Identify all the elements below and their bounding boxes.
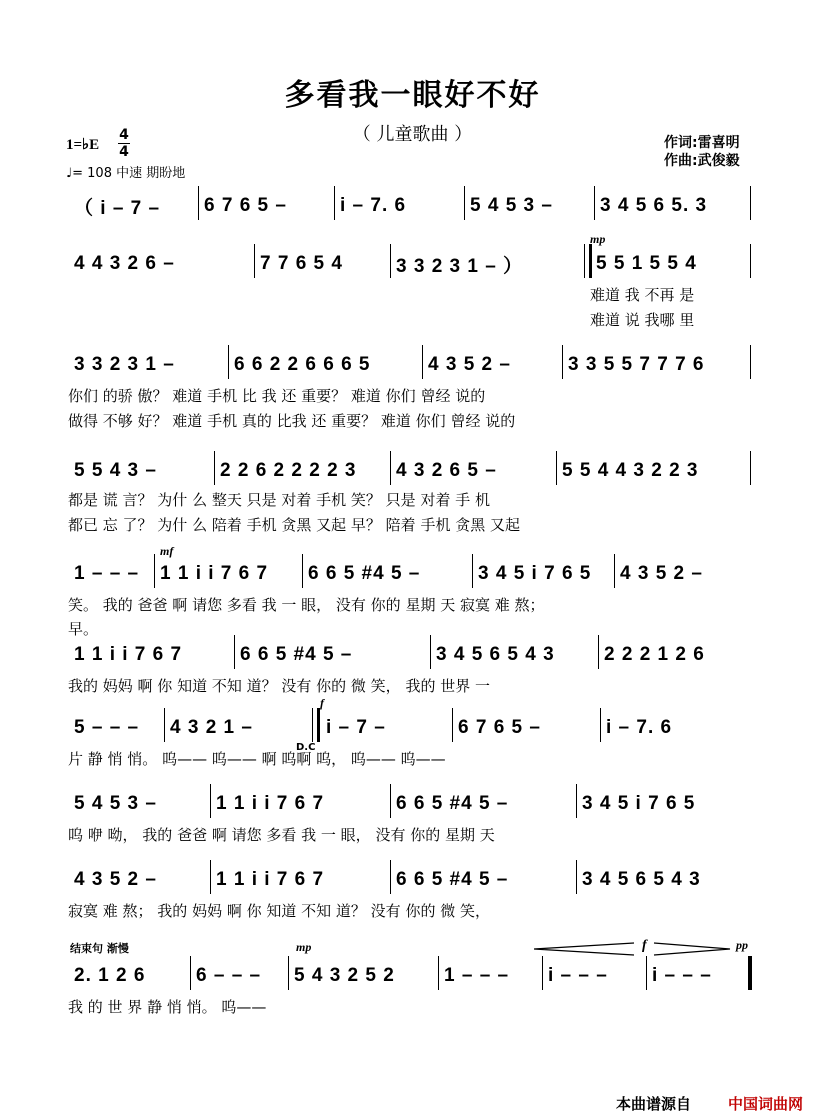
notes-row: [68, 786, 758, 822]
notes-row: [68, 347, 758, 383]
measure: 3 3 2 3 1 –: [74, 354, 175, 375]
measure: 5 4 5 3 –: [74, 793, 157, 814]
measure: i – – –: [548, 965, 608, 986]
dynamic-mark: mf: [160, 544, 174, 558]
measure: 5 5 4 4 3 2 2 3: [562, 460, 699, 481]
lyric-line-2: 难道 说 我哪 里: [590, 311, 695, 329]
source-site-link[interactable]: 中国词曲网: [728, 1095, 804, 1113]
measure: 2. 1 2 6: [74, 965, 146, 986]
dynamic-mark: mp: [590, 232, 606, 246]
barline: [750, 244, 751, 278]
measure: 6 7 6 5 –: [458, 717, 541, 738]
notes-row: [68, 453, 758, 489]
measure: 3 4 5 6 5 4 3: [436, 644, 555, 665]
measure: 5 5 1 5 5 4: [596, 253, 697, 274]
repeat-barline: [584, 244, 585, 278]
measure: 3 3 5 5 7 7 7 6: [568, 354, 705, 375]
lyric-line-1: 笑。 我的 爸爸 啊 请您 多看 我 一 眼， 没有 你的 星期 天 寂寞 难 熬；: [68, 596, 545, 614]
measure: 3 4 5 i 7 6 5: [582, 793, 696, 814]
measure: 1 – – –: [74, 563, 140, 584]
meter-bottom: 4: [119, 144, 129, 160]
notes-row: [68, 188, 758, 224]
measure: i – 7. 6: [606, 717, 673, 738]
notes-row: [68, 246, 758, 282]
measure: 1 – – –: [444, 965, 510, 986]
measure: 6 6 5 #4 5 –: [396, 869, 509, 890]
source-label: 本曲谱源自: [616, 1095, 692, 1113]
measure: 6 6 5 #4 5 –: [240, 644, 353, 665]
measure: 4 3 5 2 –: [74, 869, 157, 890]
measure: 6 6 2 2 6 6 6 5: [234, 354, 371, 375]
lyric-line-1: 寂寞 难 熬； 我的 妈妈 啊 你 知道 不知 道？ 没有 你的 微 笑，: [68, 902, 490, 920]
notes-row: [68, 862, 758, 898]
measure: i – – –: [652, 965, 712, 986]
measure: i – 7 –: [326, 717, 386, 738]
notes-row: [68, 958, 758, 994]
notes-row: [68, 556, 758, 592]
measure: 4 3 5 2 –: [428, 354, 511, 375]
measure: 3 4 5 6 5 4 3: [582, 869, 701, 890]
lyric-line-1: 都是 谎 言？ 为什 么 整天 只是 对着 手机 笑？ 只是 对着 手 机: [68, 491, 490, 509]
measure: 5 5 4 3 –: [74, 460, 157, 481]
measure: 1 1 i i 7 6 7: [216, 869, 325, 890]
lyric-line-1: 你们 的骄 傲？ 难道 手机 比 我 还 重要？ 难道 你们 曾经 说的: [68, 387, 486, 405]
measure: 3 4 5 6 5. 3: [600, 195, 708, 216]
meter-top: 4: [119, 127, 129, 143]
measure: 2 2 2 1 2 6: [604, 644, 705, 665]
measure: 6 6 5 #4 5 –: [396, 793, 509, 814]
dynamic-mark: f: [320, 696, 324, 710]
lyric-line-1: 难道 我 不再 是: [590, 286, 695, 304]
measure: 3 4 5 i 7 6 5: [478, 563, 592, 584]
segno-barline: [312, 708, 313, 742]
measure: 6 6 5 #4 5 –: [308, 563, 421, 584]
measure: i – 7. 6: [340, 195, 407, 216]
measure: 3 3 2 3 1 – ）: [396, 255, 524, 277]
ending-phrase-mark: 结束句 渐慢: [70, 942, 129, 955]
measure: （ i – 7 –: [74, 197, 161, 219]
composer-credit: 作曲:武俊毅: [664, 153, 740, 169]
lyricist-credit: 作词:雷喜明: [664, 135, 740, 151]
tempo-marking: ♩= 108 中速 期盼地: [66, 166, 186, 181]
measure: 6 – – –: [196, 965, 262, 986]
dc-mark: D.C: [296, 742, 316, 753]
measure: 4 3 5 2 –: [620, 563, 703, 584]
lyric-line-1: 我 的 世 界 静 悄 悄。 呜——: [68, 998, 267, 1016]
dynamic-mark: mp: [296, 940, 312, 954]
song-title: 多看我一眼好不好: [284, 78, 541, 113]
measure: 5 – – –: [74, 717, 140, 738]
lyric-line-1: 我的 妈妈 啊 你 知道 不知 道？ 没有 你的 微 笑， 我的 世界 一: [68, 677, 490, 695]
measure: 5 4 5 3 –: [470, 195, 553, 216]
lyric-line-1: 片 静 悄 悄。 呜—— 呜—— 啊 呜啊 呜， 呜—— 呜——: [68, 750, 446, 768]
notes-row: [68, 710, 758, 746]
barline: [750, 451, 751, 485]
notes-row: [68, 637, 758, 673]
crescendo-hairpin: [534, 942, 734, 956]
measure: 1 1 i i 7 6 7: [74, 644, 183, 665]
measure: 5 4 3 2 5 2: [294, 965, 395, 986]
measure: 6 7 6 5 –: [204, 195, 287, 216]
measure: 2 2 6 2 2 2 2 3: [220, 460, 357, 481]
measure: 4 4 3 2 6 –: [74, 253, 175, 274]
barline: [750, 345, 751, 379]
measure: 4 3 2 1 –: [170, 717, 253, 738]
lyric-line-2: 早。: [68, 620, 99, 638]
key-signature: 1=♭E: [66, 137, 100, 153]
measure: 1 1 i i 7 6 7: [216, 793, 325, 814]
measure: 7 7 6 5 4: [260, 253, 343, 274]
barline: [750, 186, 751, 220]
time-signature: [118, 128, 130, 159]
song-subtitle: （ 儿童歌曲 ）: [352, 124, 473, 145]
dynamic-mark: pp: [736, 938, 748, 952]
final-barline: [748, 956, 752, 990]
lyric-line-1: 呜 咿 呦， 我的 爸爸 啊 请您 多看 我 一 眼， 没有 你的 星期 天: [68, 826, 495, 844]
dynamic-mark: f: [642, 938, 647, 953]
lyric-line-2: 都已 忘 了？ 为什 么 陪着 手机 贪黑 又起 早？ 陪着 手机 贪黑 又起: [68, 516, 520, 534]
measure: 1 1 i i 7 6 7: [160, 563, 269, 584]
lyric-line-2: 做得 不够 好？ 难道 手机 真的 比我 还 重要？ 难道 你们 曾经 说的: [68, 412, 516, 430]
measure: 4 3 2 6 5 –: [396, 460, 497, 481]
